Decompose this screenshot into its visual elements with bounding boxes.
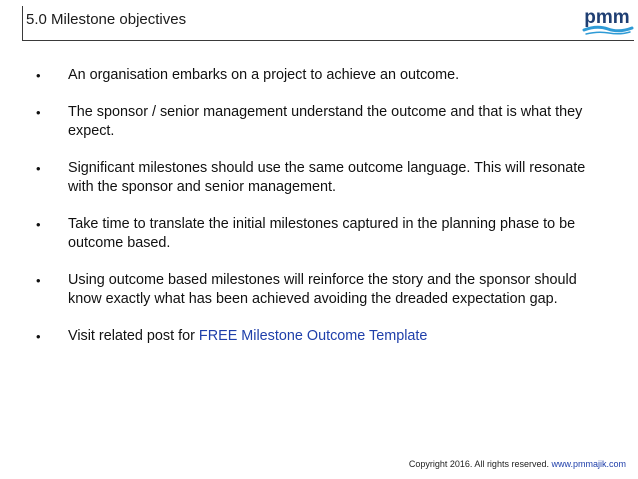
bullet-dot: • — [36, 68, 41, 83]
logo-wave-2 — [586, 32, 630, 34]
bullet-text: Take time to translate the initial milestones captured in the planning phase to be outcome based. — [68, 216, 576, 251]
bullet-text: An organisation embarks on a project to achieve an outcome. — [68, 67, 460, 83]
template-link[interactable]: FREE Milestone Outcome Template — [198, 328, 428, 344]
logo-text: pmm — [584, 7, 630, 28]
bullet-text: The sponsor / senior management understand the outcome and that is what they expect. — [68, 104, 583, 139]
bullet-item — [36, 66, 596, 85]
bullet-list — [36, 66, 596, 364]
footer — [409, 459, 626, 469]
bullet-item — [36, 103, 596, 141]
footer-copyright: Copyright 2016. All rights reserved. — [408, 459, 549, 469]
bullet-dot: • — [36, 217, 41, 232]
header-rule — [22, 40, 634, 41]
bullet-item — [36, 327, 596, 346]
footer-url[interactable]: www.pmmajik.com — [551, 459, 626, 469]
bullet-dot: • — [36, 273, 41, 288]
bullet-item — [36, 271, 596, 309]
header-left-rule — [22, 6, 23, 41]
bullet-item — [36, 159, 596, 197]
bullet-dot: • — [36, 105, 41, 120]
bullet-dot: • — [36, 329, 41, 344]
bullet-item — [36, 215, 596, 253]
bullet-text-prefix: Visit related post for — [68, 328, 199, 344]
pmm-logo — [580, 5, 634, 39]
bullet-text: Using outcome based milestones will reinforce the story and the sponsor should know exactly what has been achieved avoiding the dreaded expectation gap. — [68, 272, 577, 307]
page-title: 5.0 Milestone objectives — [26, 11, 187, 28]
bullet-dot: • — [36, 161, 41, 176]
bullet-text: Significant milestones should use the same outcome language. This will resonate with the sponsor and senior management. — [68, 160, 586, 195]
